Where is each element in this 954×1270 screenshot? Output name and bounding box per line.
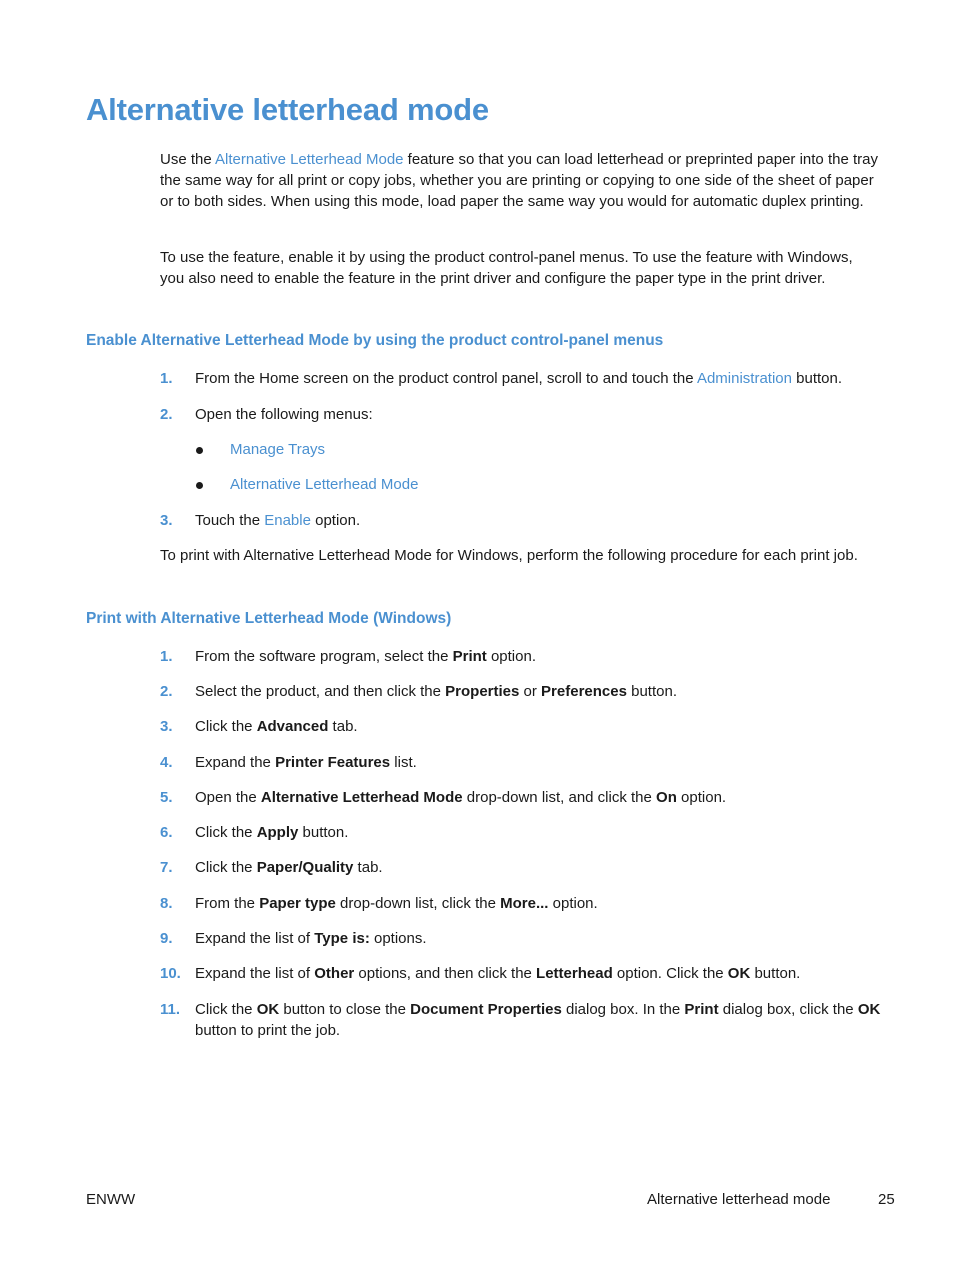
step-text: From the software program, select the Print option. — [195, 648, 536, 665]
page-title: Alternative letterhead mode — [86, 92, 489, 127]
bullet-icon — [196, 482, 203, 489]
step-text: Touch the Enable option. — [195, 512, 361, 529]
step-text: Click the Advanced tab. — [195, 718, 358, 735]
step-text: From the Home screen on the product control panel, scroll to and touch the Administration button. — [195, 370, 843, 387]
footer-left-label: ENWW — [86, 1191, 136, 1208]
step-number: 1. — [160, 370, 173, 387]
step-text: Open the following menus: — [195, 406, 373, 423]
step-number: 3. — [160, 512, 173, 529]
procedure-note: To print with Alternative Letterhead Mode for Windows, perform the following procedure for each print job. — [160, 547, 858, 564]
text: feature so that you can load letterhead or preprinted paper into the tray the same way for all print or copy jobs, whether you are printing or copying to one side of the sheet of paper or to both sides. When using this mode, load paper the same way you would for automatic duplex printing. — [160, 151, 878, 210]
step-text: Click the Paper/Quality tab. — [195, 859, 383, 876]
step-text: Click the OK button to close the Document Properties dialog box. In the Print dialog box, click the OK button to print the job. — [195, 1001, 881, 1039]
feature-name-link: Alternative Letterhead Mode — [215, 151, 404, 168]
step-text: Expand the list of Other options, and then click the Letterhead option. Click the OK button. — [195, 965, 801, 982]
step-text: Expand the list of Type is: options. — [195, 930, 427, 947]
section-heading-windows: Print with Alternative Letterhead Mode (Windows) — [86, 610, 452, 627]
step-number: 5. — [160, 789, 173, 806]
step-text: Expand the Printer Features list. — [195, 754, 417, 771]
step-text: Open the Alternative Letterhead Mode drop-down list, and click the On option. — [195, 789, 727, 806]
step-number: 10. — [160, 965, 181, 982]
step-number: 2. — [160, 406, 173, 423]
step-text: Click the Apply button. — [195, 824, 349, 841]
step-number: 8. — [160, 895, 173, 912]
text: Use the — [160, 151, 216, 168]
step-number: 11. — [160, 1001, 181, 1018]
step-number: 9. — [160, 930, 173, 947]
menu-name: Administration — [696, 370, 792, 387]
footer-chapter-title: Alternative letterhead mode — [647, 1191, 831, 1208]
option-name: Enable — [264, 512, 311, 529]
step-number: 2. — [160, 683, 173, 700]
step-number: 4. — [160, 754, 173, 771]
step-number: 1. — [160, 648, 173, 665]
intro-paragraph-2: To use the feature, enable it by using the product control-panel menus. To use the feature with Windows, you also need to enable the feature in the print driver and configure the paper type in the print driver. — [160, 249, 853, 287]
section-heading-enable: Enable Alternative Letterhead Mode by using the product control-panel menus — [86, 332, 664, 349]
menu-name: Alternative Letterhead Mode — [230, 476, 419, 493]
page-number: 25 — [878, 1191, 895, 1208]
step-number: 7. — [160, 859, 173, 876]
menu-name: Manage Trays — [230, 441, 326, 458]
bullet-icon — [196, 447, 203, 454]
step-text: Select the product, and then click the Properties or Preferences button. — [195, 683, 677, 700]
intro-paragraph-1 — [160, 149, 880, 212]
step-text: From the Paper type drop-down list, click the More... option. — [195, 895, 598, 912]
step-number: 3. — [160, 718, 173, 735]
step-number: 6. — [160, 824, 173, 841]
